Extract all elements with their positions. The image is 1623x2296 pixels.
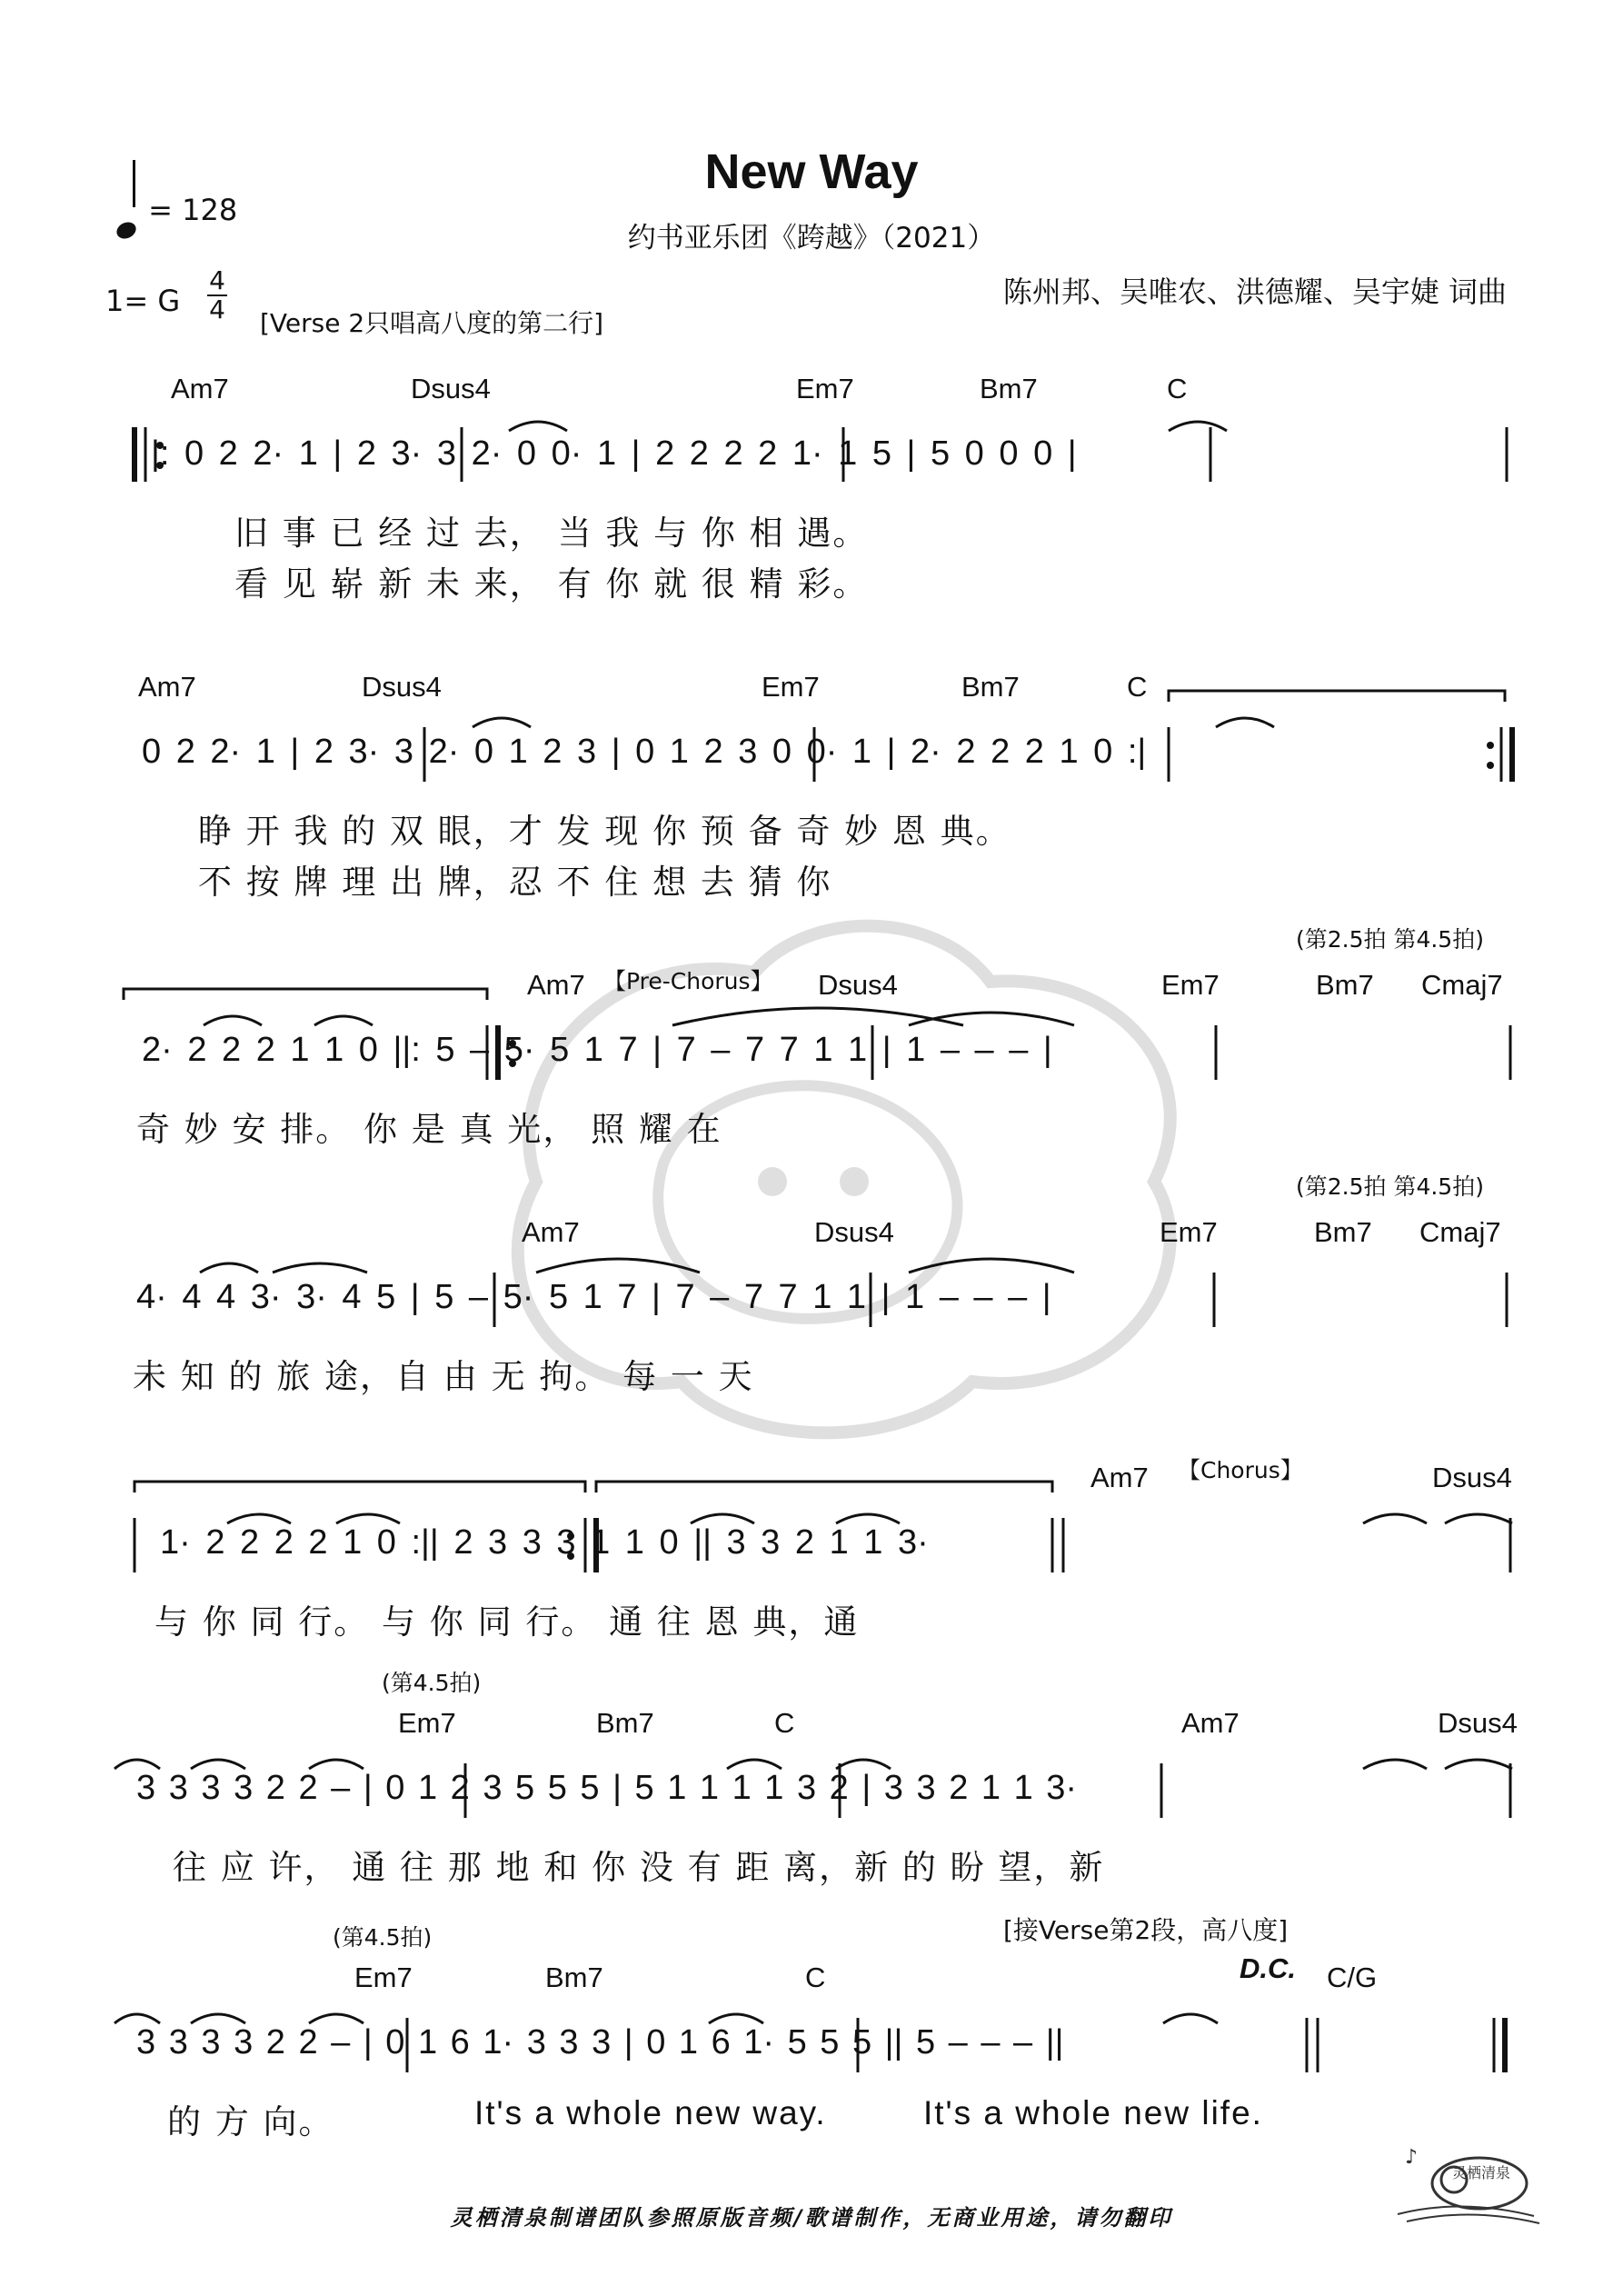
beat-note: (第4.5拍): [382, 1670, 482, 1696]
chord-c-over-g: C/G: [1327, 1962, 1378, 1993]
key-signature: 1= G: [105, 284, 181, 318]
tempo-value: = 128: [148, 193, 238, 227]
chord-bm7: Bm7: [961, 671, 1020, 703]
chord-em7: Em7: [1160, 1216, 1218, 1248]
lyric-line-1: 旧 事 已 经 过 去， 当 我 与 你 相 遇。: [234, 514, 869, 553]
chord-cmaj7: Cmaj7: [1421, 969, 1503, 1001]
chord-c: C: [805, 1962, 826, 1993]
footer-notice: 灵栖清泉制谱团队参照原版音频/歌谱制作，无商业用途，请勿翻印: [450, 2205, 1173, 2231]
beat-note: (第2.5拍 第4.5拍): [1296, 1173, 1484, 1200]
notation-line: 4· 4 4 3· 3· 4 5 | 5 – 5· 5 1 7 | 7 – 7 7 1 1 | 1 – – – |: [136, 1278, 1051, 1316]
lyric-line-1: 与 你 同 行。 与 你 同 行。 通 往 恩 典，通: [154, 1602, 860, 1642]
notation-line: 3 3 3 3 2 2 – | 0 1 6 1· 3 3 3 | 0 1 6 1· 5 5 5 || 5 – – – ||: [136, 2023, 1064, 2061]
section-pre-chorus: 【Pre-Chorus】: [603, 968, 773, 994]
song-title: New Way: [704, 145, 919, 199]
notation-line: 1· 2 2 2 2 1 0 :|| 2 3 3 3 1 1 0 || 3 3 2 1 1 3·: [160, 1523, 929, 1562]
chord-bm7: Bm7: [596, 1707, 654, 1739]
dc-marking: D.C.: [1240, 1952, 1296, 1984]
chord-em7: Em7: [354, 1962, 413, 1993]
lyric-line-1: 的 方 向。: [167, 2102, 334, 2141]
section-chorus: 【Chorus】: [1178, 1457, 1303, 1483]
logo-text: 灵栖清泉: [1451, 2164, 1511, 2181]
chord-c: C: [1167, 373, 1188, 404]
sheep-logo-icon: [1389, 2143, 1543, 2225]
notation-line: |: 0 2 2· 1 | 2 3· 3 2· 0 0· 1 | 2 2 2 2 1· 1 5 | 5 0 0 0 |: [151, 434, 1077, 473]
chord-am7: Am7: [171, 373, 229, 404]
chord-dsus4: Dsus4: [814, 1216, 894, 1248]
chord-bm7: Bm7: [980, 373, 1038, 404]
lyric-line-2: 看 见 崭 新 未 来， 有 你 就 很 精 彩。: [234, 564, 869, 604]
chord-am7: Am7: [1181, 1707, 1240, 1739]
jump-note: [接Verse第2段，高八度]: [1003, 1915, 1289, 1945]
lyric-line-2: 不 按 牌 理 出 牌，忍 不 住 想 去 猜 你: [198, 863, 832, 902]
notation-line: 3 3 3 3 2 2 – | 0 1 2 3 5 5 5 | 5 1 1 1 1 3 2 | 3 3 2 1 1 3·: [136, 1769, 1078, 1807]
chord-dsus4: Dsus4: [1432, 1462, 1512, 1493]
svg-text:♪: ♪: [1405, 2146, 1419, 2169]
chord-dsus4: Dsus4: [411, 373, 491, 404]
chord-em7: Em7: [1161, 969, 1220, 1001]
chord-em7: Em7: [398, 1707, 456, 1739]
chord-cmaj7: Cmaj7: [1419, 1216, 1501, 1248]
notation-line: 2· 2 2 2 1 1 0 ||: 5 – 5· 5 1 7 | 7 – 7 7 1 1 | 1 – – – |: [142, 1031, 1052, 1069]
composer-credits: 陈州邦、吴唯农、洪德耀、吴宇婕 词曲: [1002, 275, 1507, 309]
chord-am7: Am7: [522, 1216, 580, 1248]
chord-bm7: Bm7: [1314, 1216, 1372, 1248]
chord-dsus4: Dsus4: [362, 671, 442, 703]
chord-em7: Em7: [762, 671, 820, 703]
chord-c: C: [1127, 671, 1148, 703]
chord-am7: Am7: [527, 969, 585, 1001]
beat-note: (第2.5拍 第4.5拍): [1296, 926, 1484, 953]
chord-c: C: [774, 1707, 795, 1739]
notation-line: 0 2 2· 1 | 2 3· 3 2· 0 1 2 3 | 0 1 2 3 0 0· 1 | 2· 2 2 2 1 0 :|: [142, 733, 1147, 771]
lyric-english-1: It's a whole new way.: [474, 2094, 827, 2131]
lyric-line-1: 往 应 许， 通 往 那 地 和 你 没 有 距 离，新 的 盼 望，新: [173, 1848, 1105, 1887]
chord-em7: Em7: [796, 373, 854, 404]
lyric-line-1: 睁 开 我 的 双 眼，才 发 现 你 预 备 奇 妙 恩 典。: [198, 812, 1011, 851]
chord-dsus4: Dsus4: [818, 969, 898, 1001]
chord-bm7: Bm7: [1316, 969, 1374, 1001]
time-sig-bottom: 4: [209, 294, 225, 324]
chord-dsus4: Dsus4: [1438, 1707, 1518, 1739]
chord-am7: Am7: [1090, 1462, 1149, 1493]
chord-am7: Am7: [138, 671, 196, 703]
album-subtitle: 约书亚乐团《跨越》（2021）: [627, 222, 996, 255]
time-sig-top: 4: [209, 265, 225, 295]
lyric-english-2: It's a whole new life.: [923, 2094, 1263, 2131]
lyric-line-1: 未 知 的 旅 途，自 由 无 拘。 每 一 天: [133, 1357, 754, 1396]
chord-bm7: Bm7: [545, 1962, 603, 1993]
verse-note: [Verse 2只唱高八度的第二行]: [260, 308, 604, 338]
lyric-line-1: 奇 妙 安 排。 你 是 真 光， 照 耀 在: [136, 1110, 722, 1149]
beat-note: (第4.5拍): [333, 1924, 433, 1951]
